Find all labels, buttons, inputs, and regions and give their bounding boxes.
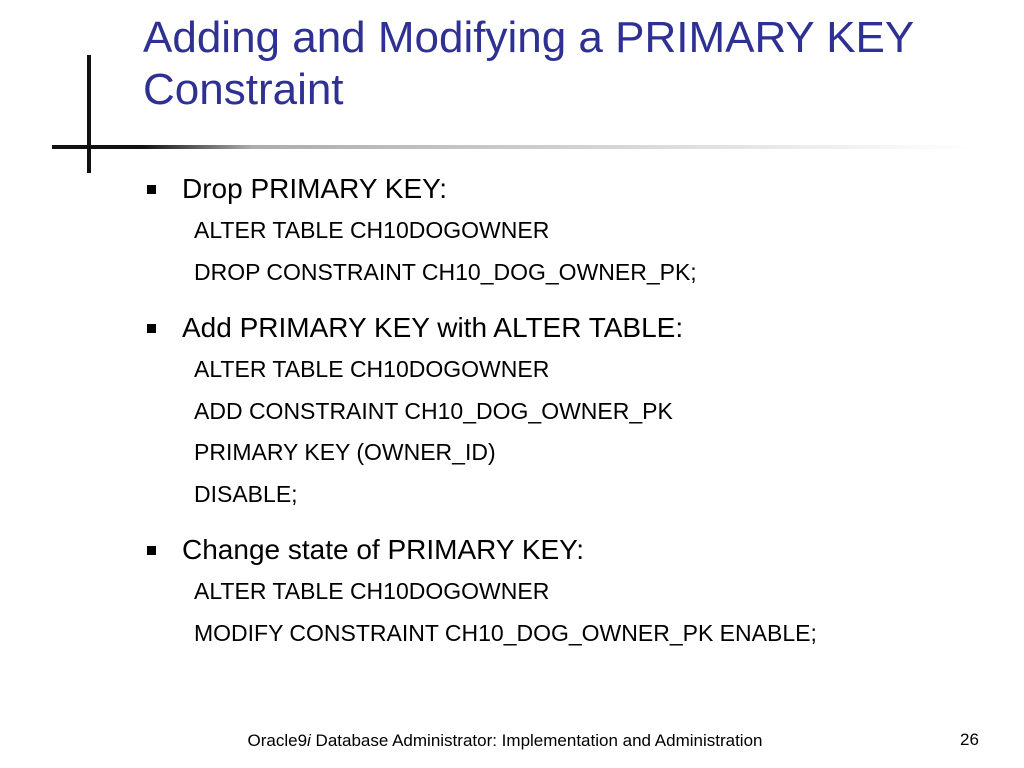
bullet-row (143, 307, 1003, 349)
slide-content (143, 168, 1003, 668)
square-bullet-icon (147, 546, 156, 555)
code-line: DISABLE; (194, 480, 298, 507)
bullet-text: Change state of PRIMARY KEY: (182, 534, 585, 565)
code-line: ALTER TABLE CH10DOGOWNER (194, 356, 550, 382)
bullet-text: Add PRIMARY KEY with ALTER TABLE: (182, 312, 684, 343)
code-line: MODIFY CONSTRAINT CH10_DOG_OWNER_PK ENABLE; (194, 619, 817, 646)
code-line: ALTER TABLE CH10DOGOWNER (194, 217, 550, 243)
footer-product-suffix: i (307, 731, 311, 750)
slide-title: Adding and Modifying a PRIMARY KEY Constraint (143, 13, 914, 114)
square-bullet-icon (147, 185, 156, 194)
footer-product: Oracle9 (247, 731, 308, 750)
decorative-horizontal-line (52, 145, 972, 149)
code-line: ALTER TABLE CH10DOGOWNER (194, 578, 550, 604)
bullet-row (143, 529, 1003, 571)
code-line: ADD CONSTRAINT CH10_DOG_OWNER_PK (194, 397, 673, 424)
bullet-row (143, 168, 1003, 210)
slide-footer (0, 731, 1024, 755)
bullet-item (143, 307, 1003, 515)
bullet-item (143, 529, 1003, 654)
footer-caption (0, 731, 1010, 751)
decorative-vertical-line (87, 55, 91, 173)
bullet-item (143, 168, 1003, 293)
page-number: 26 (960, 730, 979, 749)
code-line: PRIMARY KEY (OWNER_ID) (194, 439, 496, 465)
bullet-text: Drop PRIMARY KEY: (182, 173, 448, 204)
square-bullet-icon (147, 324, 156, 333)
code-line: DROP CONSTRAINT CH10_DOG_OWNER_PK; (194, 258, 697, 285)
footer-subtitle: Database Administrator: Implementation and Administration (310, 731, 763, 750)
